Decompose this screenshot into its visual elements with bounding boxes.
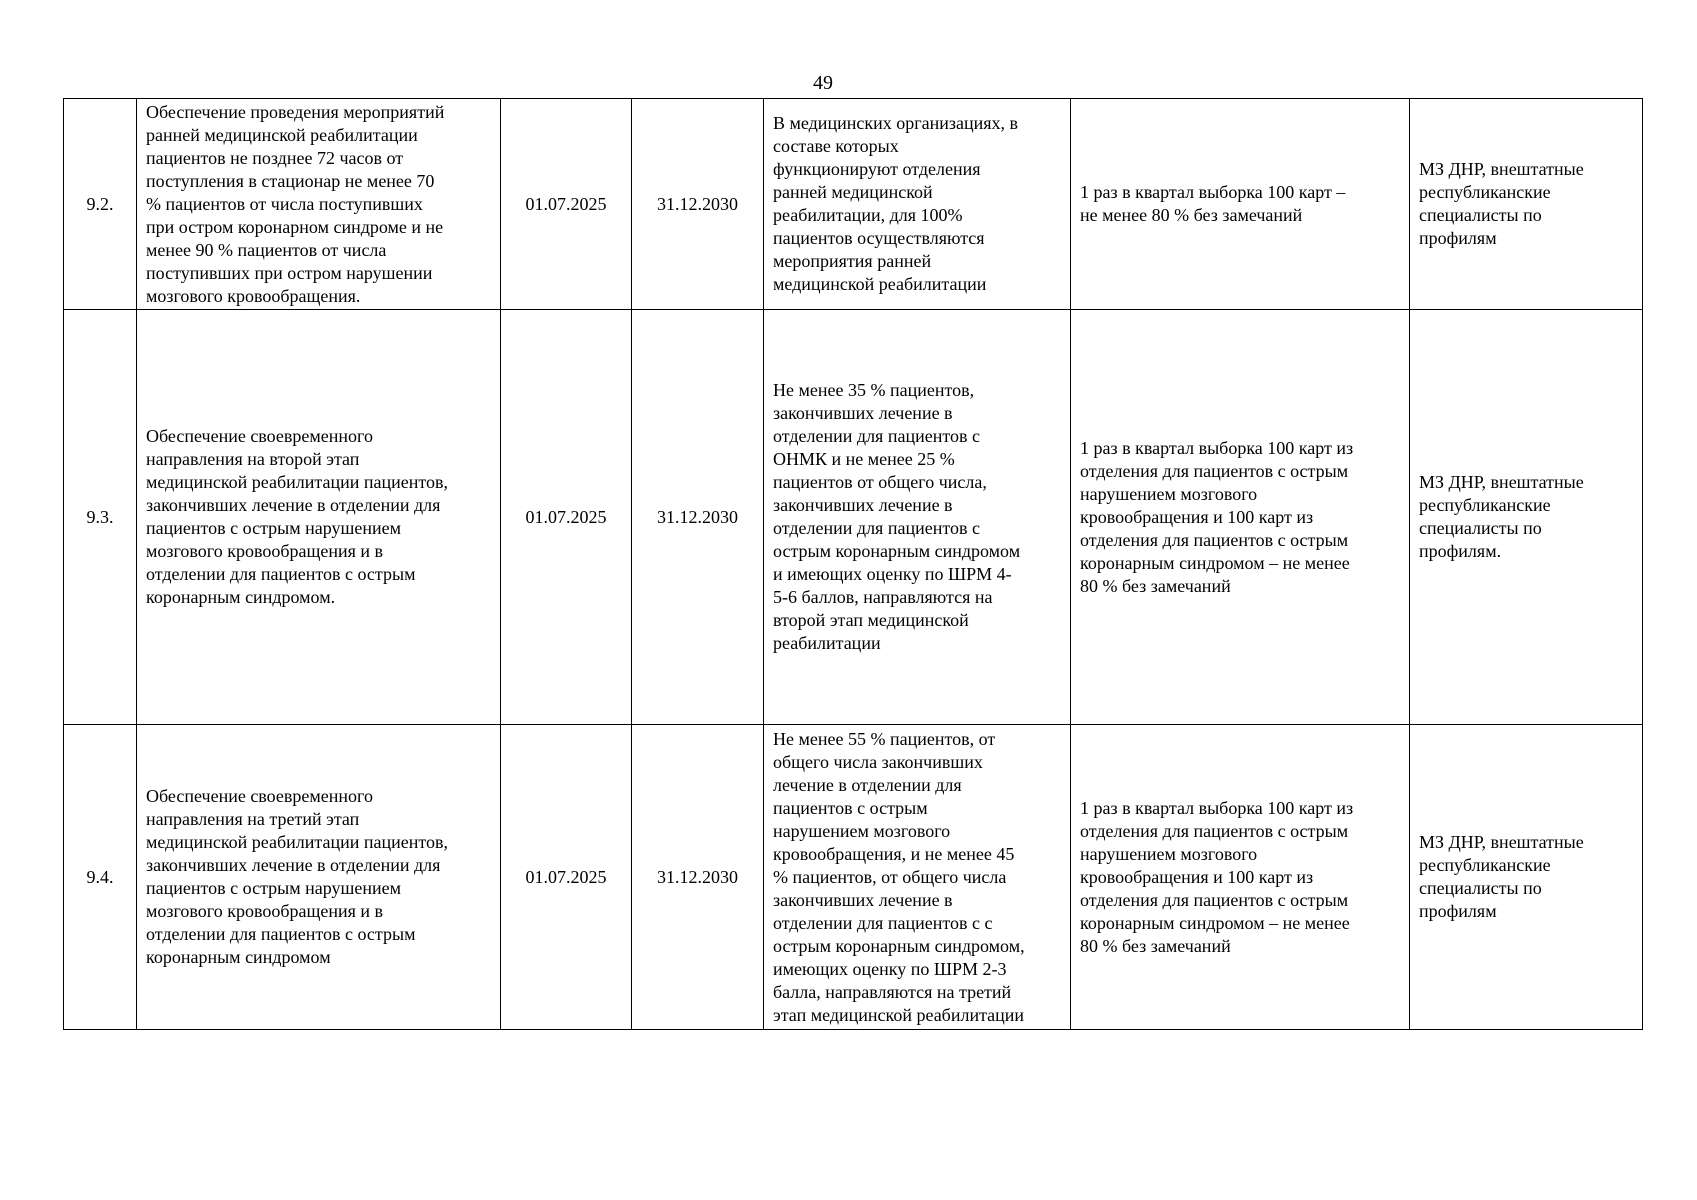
end-date: 31.12.2030 [657, 193, 738, 214]
table-row [64, 725, 1643, 1030]
responsible-cell [1410, 725, 1643, 1030]
end-date: 31.12.2030 [657, 866, 738, 887]
table-row [64, 99, 1643, 310]
item-number: 9.3. [86, 506, 114, 527]
result-text: В медицинских организациях, в составе которых функционируют отделения ранней медицинской реабилитации, для 100% пациентов осуществляются мероприятия ранней медицинской реабилитации [773, 113, 1018, 294]
control-cell [1071, 310, 1410, 725]
result-cell [764, 99, 1071, 310]
item-number-cell [64, 99, 137, 310]
end-date-cell [632, 725, 764, 1030]
control-cell [1071, 725, 1410, 1030]
start-date: 01.07.2025 [525, 506, 607, 527]
activity-cell [137, 99, 501, 310]
start-date-cell [501, 99, 632, 310]
result-cell [764, 725, 1071, 1030]
responsible-text: МЗ ДНР, внештатные республиканские специалисты по профилям [1419, 159, 1584, 248]
activities-table [63, 98, 1643, 1030]
page-number: 49 [813, 72, 833, 94]
end-date-cell [632, 310, 764, 725]
control-text: 1 раз в квартал выборка 100 карт из отделения для пациентов с острым нарушением мозгового кровообращения и 100 карт из отделения для пациентов с острым коронарным синдромом – не менее 80 % без замечаний [1080, 797, 1354, 956]
control-text: 1 раз в квартал выборка 100 карт из отделения для пациентов с острым нарушением мозгового кровообращения и 100 карт из отделения для пациентов с острым коронарным синдромом – не менее 80 % без замечаний [1080, 437, 1354, 596]
item-number-cell [64, 725, 137, 1030]
responsible-cell [1410, 99, 1643, 310]
end-date-cell [632, 99, 764, 310]
control-cell [1071, 99, 1410, 310]
result-text: Не менее 55 % пациентов, от общего числа закончивших лечение в отделении для пациентов с острым нарушением мозгового кровообращения, и не менее 45 % пациентов, от общего числа закончивших лечение в отделении для пациентов с с острым коронарным синдромом, имеющих оценку по ШРМ 2-3 балла, направляются на третий этап медицинской реабилитации [773, 728, 1025, 1025]
responsible-text: МЗ ДНР, внештатные республиканские специалисты по профилям. [1419, 472, 1584, 561]
item-number: 9.2. [86, 193, 114, 214]
end-date: 31.12.2030 [657, 506, 738, 527]
item-number-cell [64, 310, 137, 725]
responsible-cell [1410, 310, 1643, 725]
activity-cell [137, 725, 501, 1030]
activity-text: Обеспечение своевременного направления на третий этап медицинской реабилитации пациентов, закончивших лечение в отделении для пациентов с острым нарушением мозгового кровообращения и в отделении для пациентов с острым коронарным синдромом [146, 786, 449, 967]
item-number: 9.4. [86, 866, 114, 887]
control-text: 1 раз в квартал выборка 100 карт – не менее 80 % без замечаний [1080, 182, 1346, 225]
table-row [64, 310, 1643, 725]
start-date-cell [501, 725, 632, 1030]
start-date: 01.07.2025 [525, 866, 607, 887]
result-cell [764, 310, 1071, 725]
activity-text: Обеспечение проведения мероприятий ранней медицинской реабилитации пациентов не позднее 72 часов от поступления в стационар не менее 70 % пациентов от числа поступивших при остром коронарном синдроме и не менее 90 % пациентов от числа поступивших при остром нарушении мозгового кровообращения. [146, 101, 445, 306]
activity-text: Обеспечение своевременного направления на второй этап медицинской реабилитации пациентов, закончивших лечение в отделении для пациентов с острым нарушением мозгового кровообращения и в отделении для пациентов с острым коронарным синдромом. [146, 426, 449, 607]
result-text: Не менее 35 % пациентов, закончивших лечение в отделении для пациентов с ОНМК и не менее 25 % пациентов от общего числа, закончивших лечение в отделении для пациентов с острым коронарным синдромом и имеющих оценку по ШРМ 4- 5-6 баллов, направляются на второй этап медицинской реабилитации [773, 380, 1021, 653]
start-date: 01.07.2025 [525, 193, 607, 214]
responsible-text: МЗ ДНР, внештатные республиканские специалисты по профилям [1419, 832, 1584, 921]
start-date-cell [501, 310, 632, 725]
activity-cell [137, 310, 501, 725]
